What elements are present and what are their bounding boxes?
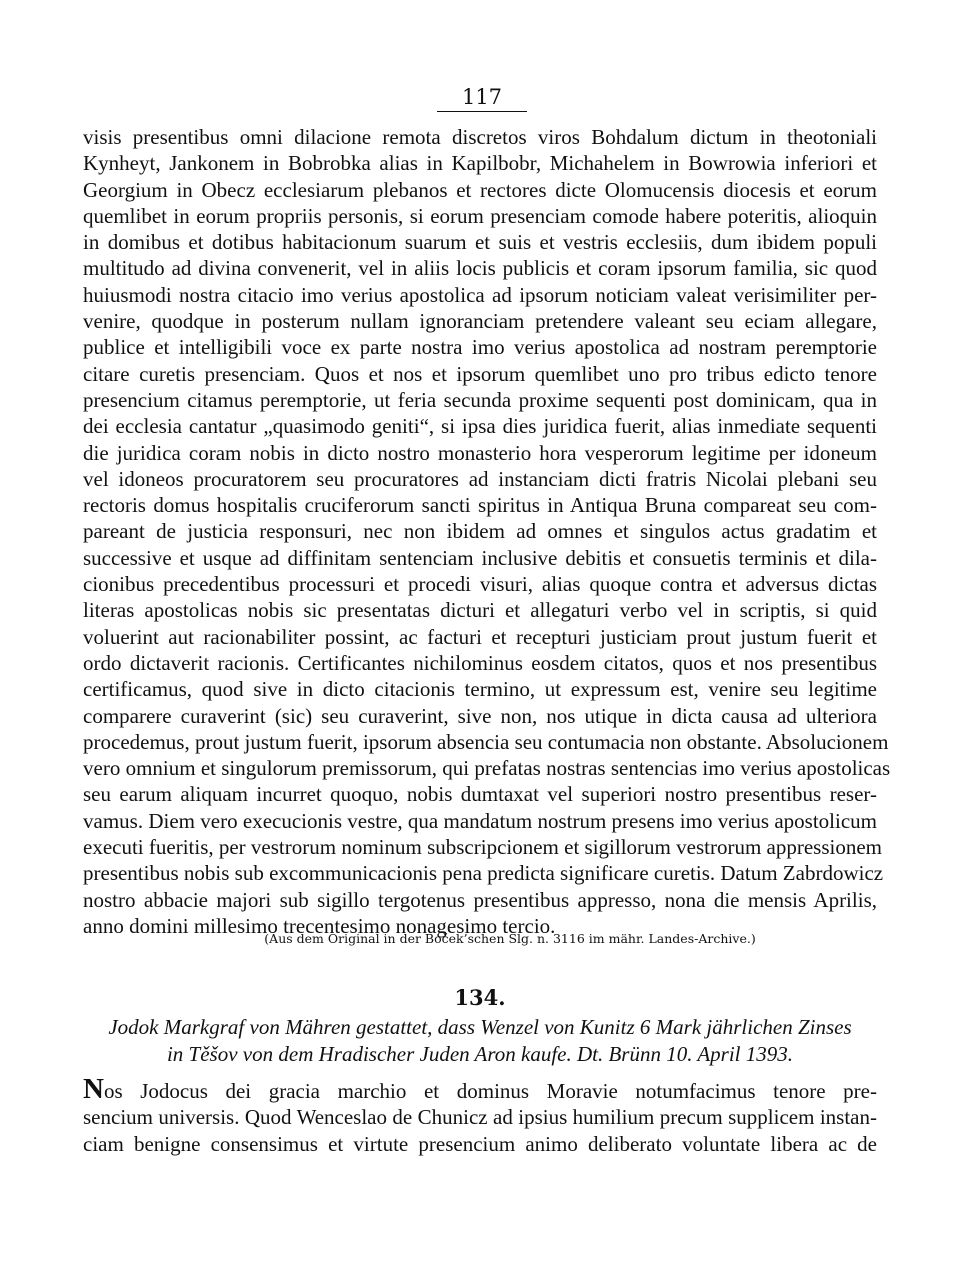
body-line: in domibus et dotibus habitacionum suarum et suis et vestris ecclesiis, dum ibidem populi: [83, 230, 877, 255]
body-line: huiusmodi nostra citacio imo verius apostolica ad ipsorum noticiam valeat verisimiliter per-: [83, 282, 877, 307]
body-line: venire, quodque in posterum nullam ignoranciam pretendere valeant seu eciam allegare,: [83, 309, 877, 334]
body-line: vel idoneos procuratorem seu procuratores ad instanciam dicti fratris Nicolai plebani seu: [83, 466, 877, 491]
body-line: visis presentibus omni dilacione remota discretos viros Bohdalum dictum in theotoniali: [83, 125, 877, 149]
charter-first-line: [83, 1073, 877, 1105]
initial-letter: N: [83, 1073, 104, 1105]
body-line: nostro abbacie majori sub sigillo tergotenus presentibus appresso, nona die mensis Aprilis,: [83, 887, 877, 912]
charter-line: ciam benigne consensimus et virtute presencium animo deliberato voluntate libera ac de: [83, 1131, 877, 1156]
body-line: vamus. Diem vero execucionis vestre, qua mandatum nostrum presens imo verius apostolicum: [83, 808, 877, 833]
body-line: comparere curaverint (sic) seu curaverint, sive non, nos utique in dicta causa ad ulteriora: [83, 703, 877, 728]
body-line: procedemus, prout justum fuerit, ipsorum absencia seu contumacia non obstante. Absolucionem: [83, 729, 889, 754]
heading-line: Jodok Markgraf von Mähren gestattet, dass Wenzel von Kunitz 6 Mark jährlichen Zinses: [108, 1015, 852, 1039]
heading-line: in Těšov von dem Hradischer Juden Aron kaufe. Dt. Brünn 10. April 1393.: [166, 1041, 794, 1066]
body-line: cionibus precedentibus processuri et procedi visuri, alias quoque contra et adversus dictas: [83, 572, 877, 597]
body-line: certificamus, quod sive in dicto citacionis termino, ut expressum est, venire seu legitime: [83, 677, 877, 702]
document-heading: [83, 1014, 877, 1067]
body-text: [83, 124, 891, 939]
source-note: (Aus dem Original in der Boček’schen Slg. n. 3116 im mähr. Landes-Archive.): [264, 931, 756, 946]
body-line: Georgium in Obecz ecclesiarum plebanos et rectores dicte Olomucensis diocesis et eorum: [83, 177, 877, 202]
body-line: multitudo ad divina convenerit, vel in aliis locis publicis et coram ipsorum familia, sic quod: [83, 256, 877, 281]
charter-text: [83, 1073, 877, 1157]
body-line: Kynheyt, Jankonem in Bobrobka alias in Kapilbobr, Michahelem in Bowrowia inferiori et: [83, 151, 877, 176]
body-line: anno domini millesimo trecentesimo nonagesimo tercio.: [83, 913, 556, 938]
body-line: die juridica coram nobis in dicto nostro monasterio hora vesperorum legitime per idoneum: [83, 440, 877, 465]
body-line: voluerint aut racionabiliter possint, ac facturi et recepturi justiciam prout justum fuerit et: [83, 624, 877, 649]
body-line: ordo dictaverit racionis. Certificantes nichilominus eosdem citatos, quos et nos presentibus: [83, 650, 877, 675]
body-line: seu earum aliquam incurret quoquo, nobis dumtaxat vel superiori nostro presentibus reser-: [83, 782, 877, 807]
body-line: successive et usque ad diffinitam sentenciam inclusive debitis et consuetis terminis et dila-: [83, 545, 877, 570]
body-line: vero omnium et singulorum premissorum, qui prefatas nostras sentencias imo verius apostolicas: [83, 756, 891, 781]
charter-line: sencium universis. Quod Wenceslao de Chunicz ad ipsius humilium precum supplicem instan-: [83, 1105, 877, 1130]
body-line: literas apostolicas nobis sic presentatas dicturi et allegaturi verbo vel in scriptis, si quid: [83, 598, 877, 623]
body-line: rectoris domus hospitalis cruciferorum sancti spiritus in Antiqua Bruna compareat seu com-: [83, 493, 877, 518]
document-number: 134.: [454, 985, 506, 1010]
body-line: presentibus nobis sub excommunicacionis pena predicta significare curetis. Datum Zabrdowicz: [83, 861, 884, 886]
body-line: publice et intelligibili voce ex parte nostra imo verius apostolica ad nostram peremptorie: [83, 335, 877, 360]
body-line: pareant de justicia responsuri, nec non ibidem ad omnes et singulos actus gradatim et: [83, 519, 877, 544]
body-line: executi fueritis, per vestrorum nominum subscripcionem et sigillorum vestrorum appressionem: [83, 835, 882, 860]
body-line: quemlibet in eorum propriis personis, si eorum presenciam comode habere poteritis, alioquin: [83, 203, 877, 228]
body-line: citare curetis presenciam. Quos et nos et ipsorum quemlibet uno pro tribus edicto tenore: [83, 361, 877, 386]
body-line: dei ecclesia cantatur „quasimodo geniti“, si ipsa dies juridica fuerit, alias inmediate sequenti: [83, 414, 877, 439]
page-number: 117: [437, 84, 527, 112]
charter-first-line-text: os Jodocus dei gracia marchio et dominus Moravie notumfacimus tenore pre-: [103, 1079, 877, 1103]
body-line: presencium citamus peremptorie, ut feria secunda proxime sequenti post dominicam, qua in: [83, 387, 877, 412]
